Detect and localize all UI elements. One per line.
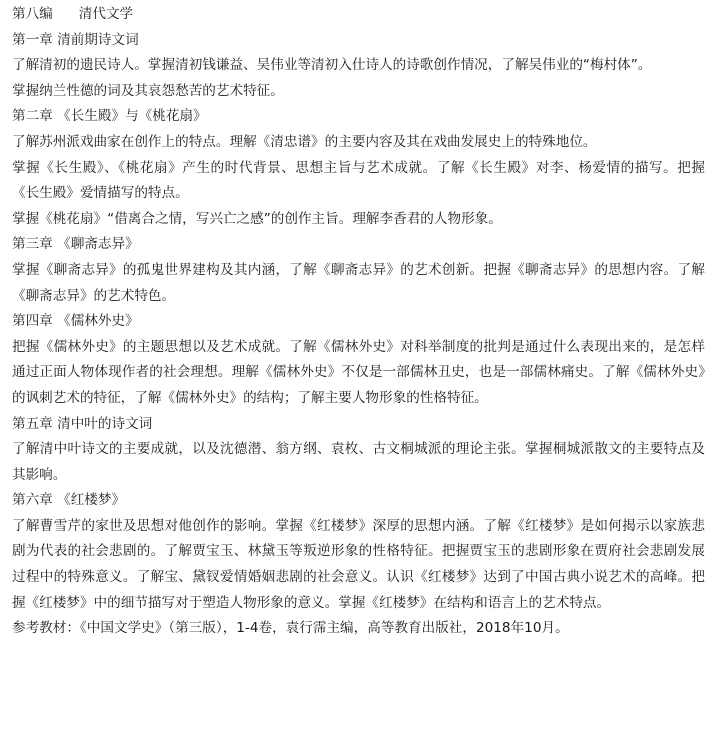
part-heading [12,2,705,28]
chapter-1-paragraph-2: 掌握纳兰性德的词及其哀怨愁苦的艺术特征。 [12,82,284,99]
chapter-4-heading: 第四章 《儒林外史》 [12,313,139,330]
chapter-2-paragraph-1: 了解苏州派戏曲家在创作上的特点。理解《清忠谱》的主要内容及其在戏曲发展史上的特殊地位。 [12,133,597,150]
part-label: 第八编 [12,6,53,22]
chapter-6-paragraph-1: 了解曹雪芹的家世及思想对他创作的影响。掌握《红楼梦》深厚的思想内涵。了解《红楼梦》是如何揭示以家族悲剧为代表的社会悲剧的。了解贾宝玉、林黛玉等叛逆形象的性格特征。把握贾宝玉的悲剧形象在贾府社会悲剧发展过程中的特殊意义。了解宝、黛钗爱情婚姻悲剧的社会意义。认识《红楼梦》达到了中国古典小说艺术的高峰。把握《红楼梦》中的细节描写对于塑造人物形象的意义。掌握《红楼梦》在结构和语言上的艺术特点。 [12,517,705,611]
chapter-1-paragraph-1: 了解清初的遗民诗人。掌握清初钱谦益、吴伟业等清初入仕诗人的诗歌创作情况，了解吴伟业的“梅村体”。 [12,57,652,74]
chapter-2-heading: 第二章 《长生殿》与《桃花扇》 [12,108,207,125]
chapter-6-heading: 第六章 《红楼梦》 [12,492,126,509]
chapter-4-paragraph-1: 把握《儒林外史》的主题思想以及艺术成就。了解《儒林外史》对科举制度的批判是通过什么表现出来的，是怎样通过正面人物体现作者的社会理想。理解《儒林外史》不仅是一部儒林丑史，也是一部儒林痛史。了解《儒林外史》的讽刺艺术的特征，了解《儒林外史》的结构；了解主要人物形象的性格特征。 [12,338,705,406]
chapter-5-heading: 第五章 清中叶的诗文词 [12,415,153,432]
chapter-5-paragraph-1: 了解清中叶诗文的主要成就，以及沈德潜、翁方纲、袁枚、古文桐城派的理论主张。掌握桐城派散文的主要特点及其影响。 [12,441,705,483]
chapter-2-paragraph-3: 掌握《桃花扇》“借离合之情，写兴亡之感”的创作主旨。理解李香君的人物形象。 [12,210,502,227]
chapter-1-heading: 第一章 清前期诗文词 [12,31,139,48]
part-title: 清代文学 [78,6,134,22]
reference-textbook: 参考教材：《中国文学史》（第三版），1-4卷，袁行霈主编，高等教育出版社，2018年10月。 [12,620,569,637]
chapter-3-heading: 第三章 《聊斋志异》 [12,236,139,253]
chapter-2-paragraph-2: 掌握《长生殿》、《桃花扇》产生的时代背景、思想主旨与艺术成就。了解《长生殿》对李、杨爱情的描写。把握《长生殿》爱情描写的特点。 [12,159,705,202]
chapter-3-paragraph-1: 掌握《聊斋志异》的孤鬼世界建构及其内涵，了解《聊斋志异》的艺术创新。把握《聊斋志异》的思想内容。了解《聊斋志异》的艺术特色。 [12,261,705,304]
